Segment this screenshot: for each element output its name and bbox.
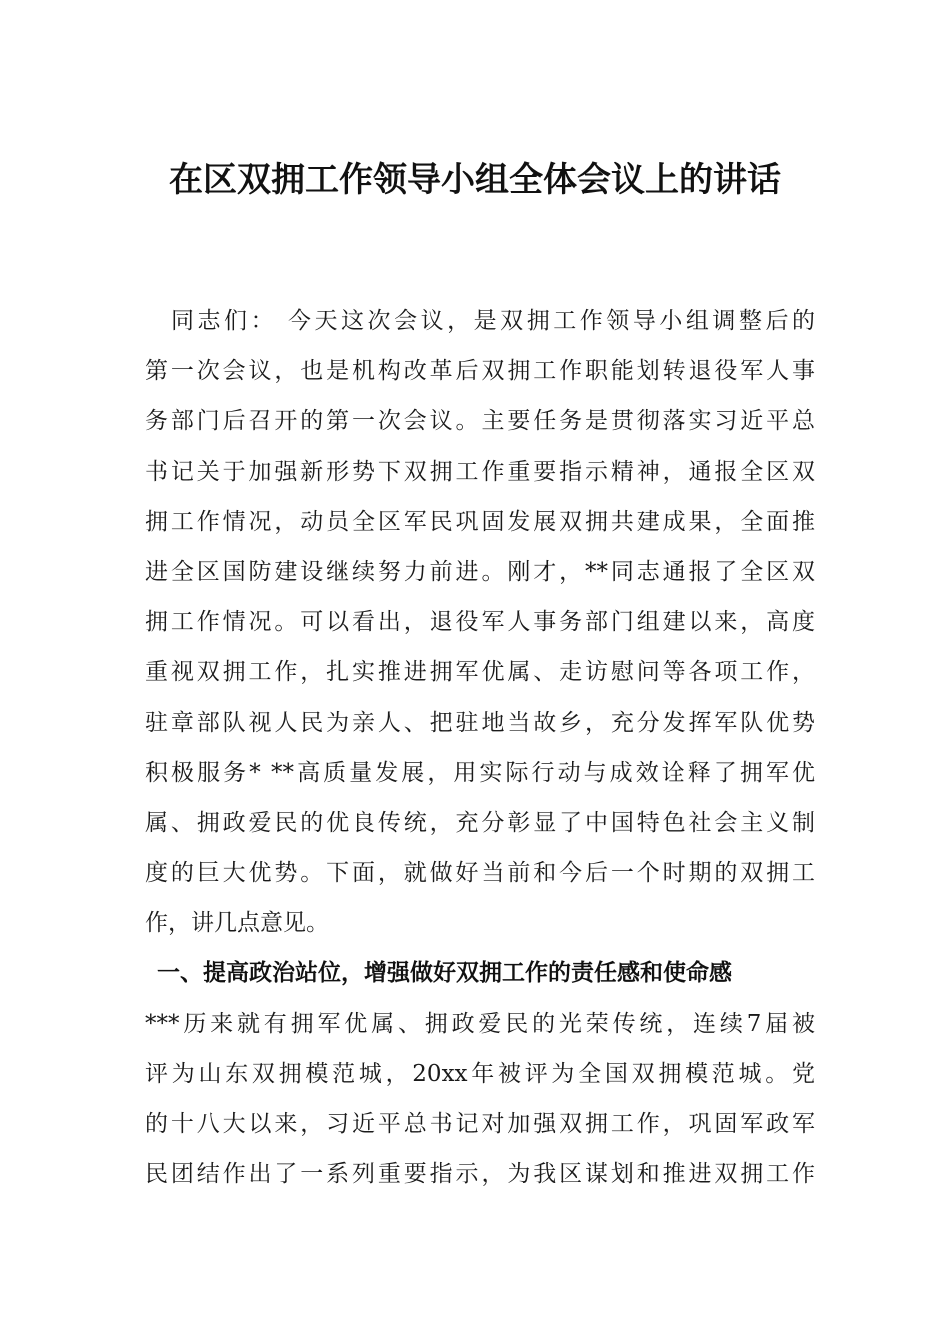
document-title: 在区双拥工作领导小组全体会议上的讲话 [169,160,781,200]
body-line: 重视双拥工作，扎实推进拥军优属、走访慰问等各项工作， [145,659,815,686]
document-body [145,296,815,1199]
body-line: 属、拥政爱民的优良传统，充分彰显了中国特色社会主义制 [145,809,815,836]
body-line: 驻章部队视人民为亲人、把驻地当故乡，充分发挥军队优势 [145,709,815,736]
body-line: 作，讲几点意见。 [145,910,329,937]
body-line: 民团结作出了一系列重要指示，为我区谋划和推进双拥工作 [145,1161,815,1188]
body-line: 务部门后召开的第一次会议。主要任务是贯彻落实习近平总 [145,408,815,435]
body-line: 拥工作情况。可以看出，退役军人事务部门组建以来，高度 [145,609,815,636]
body-line: 度的巨大优势。下面，就做好当前和今后一个时期的双拥工 [145,860,815,887]
body-line: 拥工作情况，动员全区军民巩固发展双拥共建成果，全面推 [145,508,815,535]
body-line: 同志们： 今天这次会议，是双拥工作领导小组调整后的 [171,308,815,334]
body-line: 的十八大以来，习近平总书记对加强双拥工作，巩固军政军 [145,1111,815,1137]
body-line: 第一次会议，也是机构改革后双拥工作职能划转退役军人事 [145,358,815,385]
body-line: 积极服务* **高质量发展，用实际行动与成效诠释了拥军优 [145,759,815,786]
section-heading: 一、提高政治站位，增强做好双拥工作的责任感和使命感 [157,960,732,987]
body-line: 进全区国防建设继续努力前进。刚才，**同志通报了全区双 [145,558,815,585]
body-line: ***历来就有拥军优属、拥政爱民的光荣传统，连续7届被 [145,1010,815,1037]
body-line: 评为山东双拥模范城，20xx年被评为全国双拥模范城。党 [145,1060,815,1087]
body-line: 书记关于加强新形势下双拥工作重要指示精神，通报全区双 [145,458,815,485]
